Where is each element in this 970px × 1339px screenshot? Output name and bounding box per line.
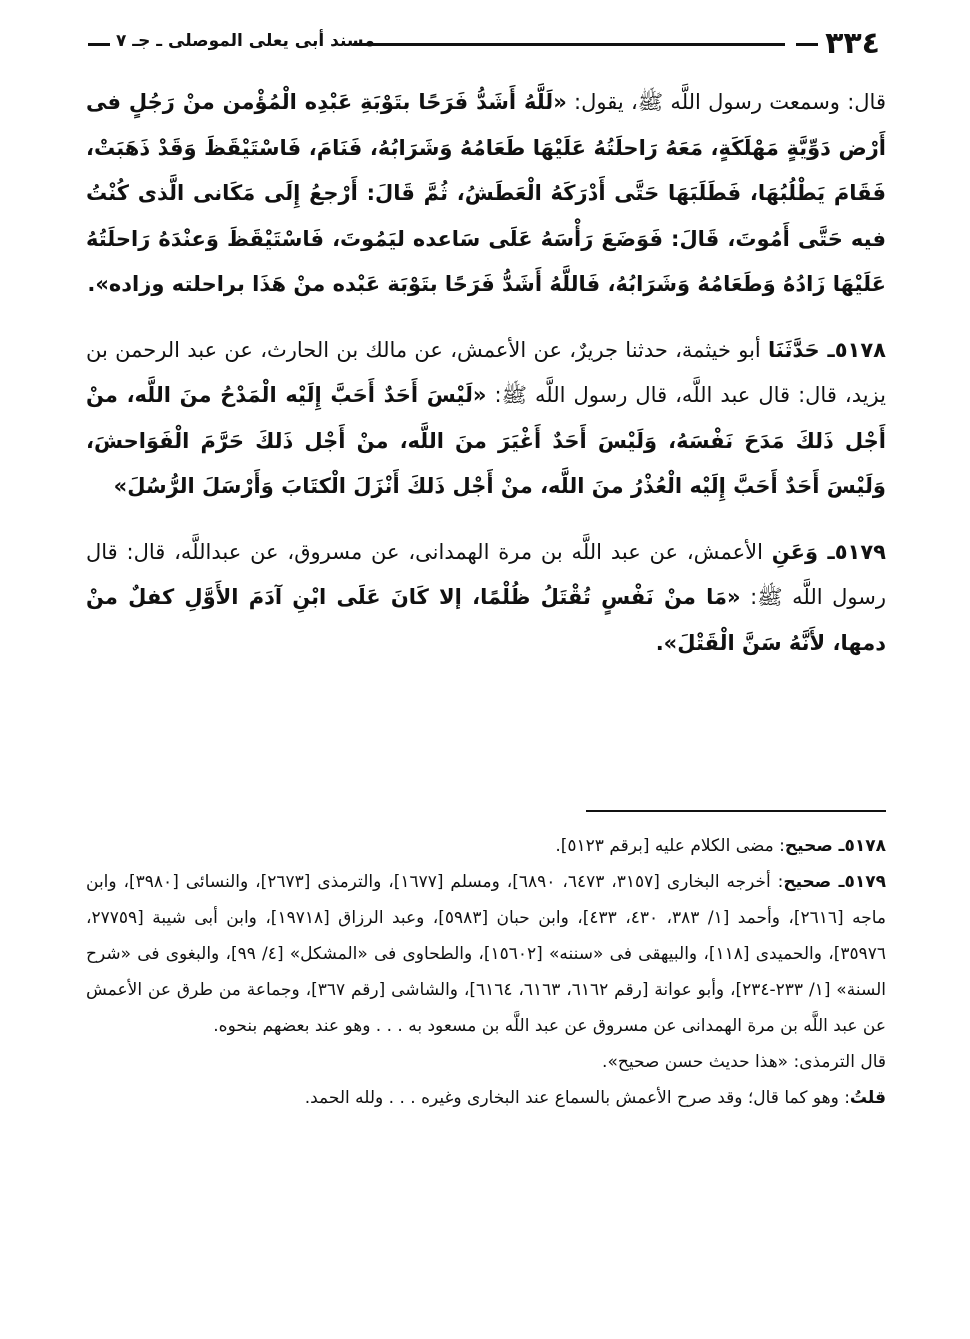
main-text — [86, 80, 886, 666]
grade-label: صحيح — [784, 836, 833, 856]
footnotes — [86, 828, 886, 1116]
hadith-text: «لَلَّهُ أَشَدُّ فَرَحًا بتَوْبَةِ عَبْدِه الْمُؤْمن منْ رَجُلٍ فى أَرْض دَوِّيَّةٍ مَهْلَكَةٍ، مَعَهُ رَاحلَتُهُ عَلَيْهَا طَعَامُهُ وَشَرَابُهُ، فَنَامَ، فَاسْتَيْقَظَ وَقَدْ ذَهَبَتْ، فَقَامَ يَطْلُبُهَا، فَطَلَبَهَا حَتَّى أَدْرَكَهُ الْعَطَشُ، ثُمَّ قَالَ: أَرْجعُ إِلَى مَكَانى الَّذى كُنْتُ فيه حَتَّى أَمُوتَ، قَالَ: فَوَضَعَ رَأْسَهُ عَلَى سَاعده ليَمُوتَ، فَاسْتَيْقَظَ وَعنْدَهُ رَاحلَتُهُ عَلَيْهَا زَادُهُ وَطَعَامُهُ وَشَرَابُهُ، فَاللَّهُ أَشَدُّ فَرَحًا بتَوْبَة عَبْده منْ هَذَا براحلته وزاده». — [86, 90, 886, 296]
footnote-tirmidhi: قال الترمذى: «هذا حديث حسن صحيح». — [602, 1052, 886, 1072]
header-dash-left — [88, 43, 110, 46]
running-title: مسند أبى يعلى الموصلى ـ جـ ٧ — [116, 31, 375, 51]
footnote-number: ٥١٧٩ـ — [831, 872, 886, 892]
hadith-text: «مَا منْ نَفْسٍ تُقْتَلُ ظُلْمًا، إلا كَانَ عَلَى ابْنِ آدَمَ الأَوَّلِ كفلٌ منْ دمها، لأَنَّهُ سَنَّ الْقَتْلَ». — [86, 585, 886, 655]
footnote-5178 — [86, 828, 886, 864]
header-dash-right — [796, 43, 818, 46]
grade-label: صحيح — [783, 872, 832, 892]
transmission-word: وَعَنِ — [771, 539, 819, 564]
footnote-text: : مضى الكلام عليه [برقم ٥١٢٣]. — [555, 836, 785, 856]
paragraph-hadith-continuation — [86, 80, 886, 308]
comment-text: : وهو كما قال؛ وقد صرح الأعمش بالسماع عند البخارى وغيره . . . ولله الحمد. — [304, 1088, 850, 1108]
footnote-separator — [586, 810, 886, 812]
hadith-text: «لَيْسَ أَحَدٌ أَحَبَّ إِلَيْه الْمَدْحُ منَ اللَّه، منْ أَجْل ذَلكَ مَدَحَ نَفْسَهُ، وَلَيْسَ أَحَدٌ أَغْيَرَ منَ اللَّه، منْ أَجْل ذَلكَ حَرَّمَ الْفَوَاحشَ، وَلَيْسَ أَحَدٌ أَحَبَّ إِلَيْه الْعُذْرُ منَ اللَّه، منْ أَجْل ذَلكَ أَنْزَلَ الْكتَابَ وَأَرْسَلَ الرُّسُلَ» — [86, 383, 886, 498]
footnote-number: ٥١٧٨ـ — [832, 836, 886, 856]
footnote-author-comment — [86, 1080, 886, 1116]
page-number: ٣٣٤ — [825, 26, 880, 61]
isnad-chain: أبو خيثمة، حدثنا جريرٌ، عن الأعمش، عن مالك بن الحارث، عن عبد الرحمن بن يزيد، قال: قال عبد اللَّه، قال رسول اللَّه ﷺ: — [86, 337, 886, 407]
isnad-chain: الأعمش، عن عبد اللَّه بن مرة الهمدانى، عن مسروق، عن عبداللَّه، قال: قال رسول اللَّه ﷺ: — [86, 539, 887, 609]
paragraph-5178 — [86, 328, 886, 510]
hadith-number: ٥١٧٨ـ — [819, 337, 886, 362]
hadith-number: ٥١٧٩ـ — [818, 539, 886, 564]
footnote-5179 — [86, 864, 886, 1044]
narration-intro: قال: وسمعت رسول اللَّه ﷺ، يقول: — [566, 90, 886, 114]
transmission-word: حَدَّثَنَا — [768, 337, 820, 362]
comment-lead: قلتُ — [849, 1088, 886, 1108]
paragraph-5179 — [86, 530, 886, 667]
header-rule — [353, 43, 785, 46]
page-header — [88, 26, 880, 60]
footnote-text: : أخرجه البخارى [٣١٥٧، ٦٤٧٣، ٦٨٩٠]، ومسلم [١٦٧٧]، والترمذى [٢٦٧٣]، والنسائى [٣٩٨٠]، وابن ماجه [٢٦١٦]، وأحمد [١/ ٣٨٣، ٤٣٠، ٤٣٣]، وابن حبان [٥٩٨٣]، وعبد الرزاق [١٩٧١٨]، وابن أبى شيبة [٢٧٧٥٩، ٣٥٩٧٦]، والحميدى [١١٨]، والبيهقى فى «سننه» [١٥٦٠٢]، والطحاوى فى «المشكل» [٤/ ٩٩]، والبغوى فى «شرح السنة» [١/ ٢٣٣-٢٣٤]، وأبو عوانة [رقم ٦١٦٢، ٦١٦٣، ٦١٦٤]، والشاشى [رقم ٣٦٧]، وجماعة من طرق عن الأعمش عن عبد اللَّه بن مرة الهمدانى عن مسروق عن عبد اللَّه بن مسعود به . . . وهو عند بعضهم بنحوه. — [86, 872, 887, 1036]
